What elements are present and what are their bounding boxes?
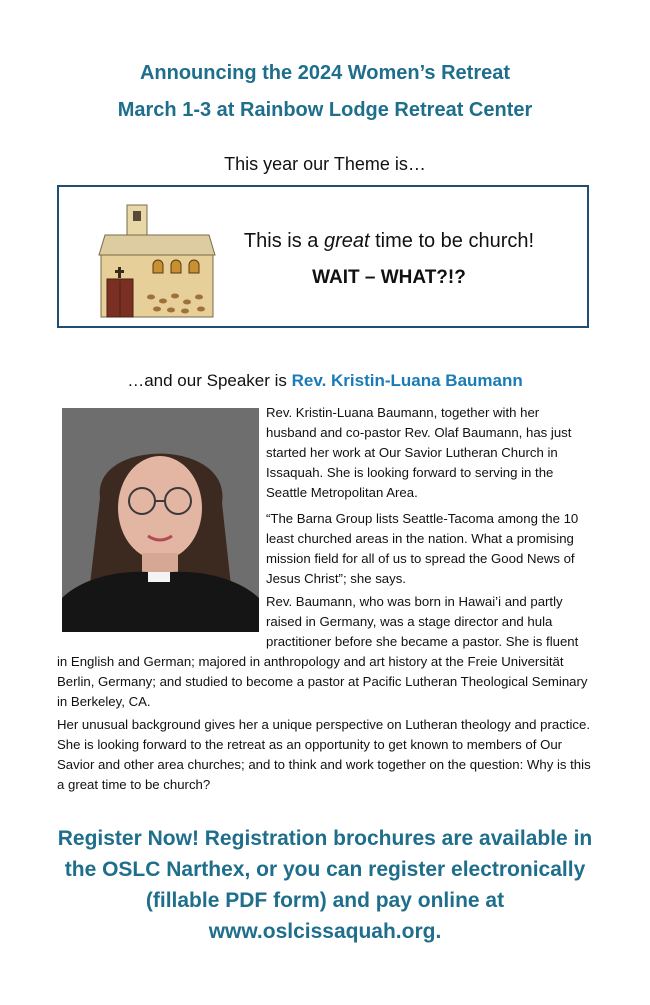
theme-prefix: This is a bbox=[243, 230, 324, 252]
retreat-announcement-heading: Announcing the 2024 Women’s Retreat bbox=[139, 62, 511, 84]
bio-paragraph-3-part-2: in English and German; majored in anthropology and art history at the Freie Universität Berlin, Germany; and studied to become a pastor at Pacific Lutheran Theological Seminary in Berkeley, CA. bbox=[57, 654, 588, 709]
bio-paragraph-4: Her unusual background gives her a unique perspective on Lutheran theology and practice. She is looking forward to the retreat as an opportunity to get known to members of Our Savior and other area churches; and to think and work together on the question: Why is this a great time to be church? bbox=[57, 717, 591, 792]
theme-statement bbox=[209, 230, 569, 253]
speaker-portrait-icon bbox=[62, 408, 259, 632]
bio-paragraph-3-part-1: Rev. Baumann, who was born in Hawai’i and partly raised in Germany, was a stage director and hula practitioner before she became a pastor. She is fluent bbox=[266, 594, 579, 649]
speaker-intro bbox=[0, 371, 650, 391]
retreat-date-location-heading: March 1-3 at Rainbow Lodge Retreat Center bbox=[117, 99, 533, 121]
theme-intro: This year our Theme is… bbox=[224, 154, 426, 174]
church-illustration-icon bbox=[97, 201, 219, 319]
theme-subtitle: WAIT – WHAT?!? bbox=[312, 267, 466, 288]
speaker-intro-text: …and our Speaker is bbox=[127, 371, 292, 390]
theme-suffix: time to be church! bbox=[369, 230, 535, 252]
theme-box bbox=[57, 185, 589, 328]
registration-call-to-action: Register Now! Registration brochures are available in the OSLC Narthex, or you can register electronically (fillable PDF form) and pay online at www.oslcissaquah.org. bbox=[57, 827, 593, 943]
bio-paragraph-1: Rev. Kristin-Luana Baumann, together with her husband and co-pastor Rev. Olaf Baumann, has just started her work at Our Savior Lutheran Church in Issaquah. She is looking forward to serving in the Seattle Metropolitan Area. bbox=[266, 405, 572, 500]
theme-emphasis: great bbox=[323, 230, 370, 252]
bio-paragraph-2: “The Barna Group lists Seattle-Tacoma among the 10 least churched areas in the nation. What a promising mission field for all of us to spread the Good News of Jesus Christ”; she says. bbox=[266, 511, 579, 586]
speaker-name: Rev. Kristin-Luana Baumann bbox=[291, 371, 523, 390]
speaker-photo bbox=[62, 408, 259, 632]
